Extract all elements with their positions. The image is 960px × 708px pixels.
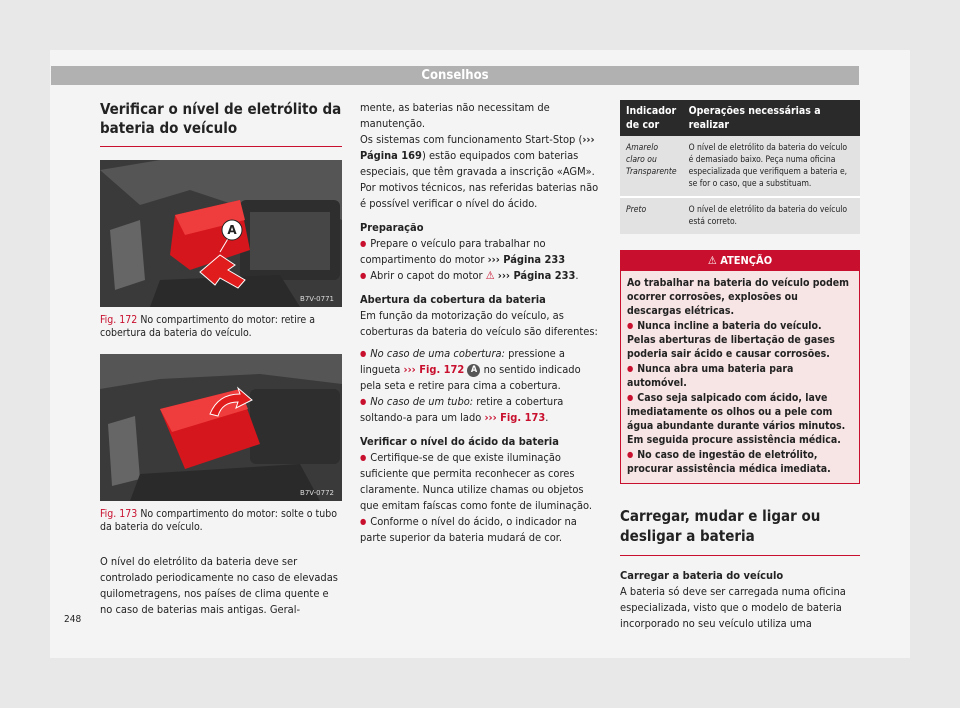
body-paragraph: mente, as baterias não necessitam de manutenção. (360, 101, 550, 130)
warning-item: ● No caso de ingestão de eletrólito, procurar assistência médica imediata. (627, 448, 853, 476)
table-header: Operações necessárias a realizar (683, 100, 860, 136)
right-column (620, 100, 860, 632)
table-cell: O nível de eletrólito da bateria do veículo está correto. (683, 197, 860, 234)
list-item: ● Abrir o capot do motor ⚠ ››› Página 233. (360, 268, 602, 284)
figure-173 (100, 354, 342, 501)
indicator-table (620, 100, 860, 234)
middle-column (360, 100, 602, 546)
warning-title: ⚠ ATENÇÃO (621, 251, 859, 271)
page-number: 248 (64, 614, 82, 625)
section-heading: Carregar, mudar e ligar ou desligar a bateria (620, 506, 860, 556)
section-charging (620, 506, 860, 632)
engine-battery-cover-illustration (100, 160, 342, 307)
callout-a-icon: A (467, 364, 480, 377)
chapter-header: Conselhos (51, 66, 859, 85)
subheading-preparation: Preparação (360, 221, 424, 234)
warning-item: ● Nunca incline a bateria do veículo. Pelas aberturas de libertação de gases poderia sair ácido e causar corrosões. (627, 319, 853, 361)
subheading-check: Verificar o nível do ácido da bateria (360, 435, 559, 448)
figure-caption-text: No compartimento do motor: solte o tubo da bateria do veículo. (100, 508, 338, 533)
table-cell: Amarelo claro ou Transparente (620, 136, 683, 197)
table-cell: Preto (620, 197, 683, 234)
callout-a: A (227, 223, 237, 237)
list-item: ● No caso de um tubo: retire a cobertura soltando-a para um lado ››› Fig. 173. (360, 394, 602, 426)
figure-172 (100, 160, 342, 307)
page-reference-link[interactable]: ››› Página 169 (360, 133, 595, 162)
table-header: Indicador de cor (620, 100, 683, 136)
list-item: ● No caso de uma cobertura: pressione a lingueta ››› Fig. 172 A no sentido indicado pela seta e retire para cima a cobertura. (360, 346, 602, 394)
table-row (620, 136, 860, 197)
list-item: ● Prepare o veículo para trabalhar no compartimento do motor ››› Página 233 (360, 236, 602, 268)
warning-item: ● Nunca abra uma bateria para automóvel. (627, 362, 853, 390)
left-column (100, 100, 342, 618)
page-reference-link[interactable]: ››› Página 233 (497, 269, 576, 282)
warning-item: ● Caso seja salpicado com ácido, lave imediatamente os olhos ou a pele com água abundante durante vários minutos. Em seguida procure assistência médica. (627, 391, 853, 447)
table-row (620, 197, 860, 234)
figure-code: B7V-0771 (300, 295, 334, 303)
page-reference-link[interactable]: ››› Página 233 (487, 253, 566, 266)
list-item: ● Certifique-se de que existe iluminação suficiente que permita reconhecer as cores claramente. Nunca utilize chamas ou objetos que emitam faíscas como fonte de iluminação. (360, 450, 602, 514)
subheading-opening: Abertura da cobertura da bateria (360, 293, 546, 306)
subheading-charging: Carregar a bateria do veículo (620, 569, 784, 582)
body-paragraph: O nível do eletrólito da bateria deve ser controlado periodicamente no caso de elevadas quilometragens, nos países de clima quente e no caso de baterias mais antigas. Geral- (100, 555, 338, 616)
warning-intro: Ao trabalhar na bateria do veículo podem ocorrer corrosões, explosões ou descargas elétricas. (627, 277, 850, 317)
table-cell: O nível de eletrólito da bateria do veículo é demasiado baixo. Peça numa oficina especializada que verifiquem a bateria e, se for o caso, que a substituam. (683, 136, 860, 197)
figure-caption-text: No compartimento do motor: retire a cobertura da bateria do veículo. (100, 314, 315, 339)
warning-triangle-icon: ⚠ (485, 269, 495, 282)
engine-battery-tube-illustration (100, 354, 342, 501)
figure-reference-link[interactable]: ››› Fig. 173 (484, 411, 546, 424)
figure-caption (100, 314, 342, 340)
body-paragraph: Em função da motorização do veículo, as coberturas da bateria do veículo são diferentes: (360, 309, 598, 338)
body-paragraph: A bateria só deve ser carregada numa oficina especializada, visto que o modelo de bateria incorporado no seu veículo utiliza uma (620, 585, 846, 630)
body-paragraph: Os sistemas com funcionamento Start-Stop (››› Página 169) estão equipados com baterias especiais, que têm gravada a inscrição «AGM». Por motivos técnicos, nas referidas baterias não é possível verificar o nível do ácido. (360, 133, 599, 210)
warning-triangle-icon: ⚠ (707, 254, 717, 267)
warning-box (620, 250, 860, 484)
figure-code: B7V-0772 (300, 489, 334, 497)
list-item: ● Conforme o nível do ácido, o indicador na parte superior da bateria mudará de cor. (360, 514, 602, 546)
warning-body (621, 271, 859, 483)
section-heading: Verificar o nível de eletrólito da bateria do veículo (100, 100, 342, 147)
figure-number: Fig. 173 (100, 508, 138, 520)
figure-number: Fig. 172 (100, 314, 138, 326)
figure-caption (100, 508, 342, 534)
figure-reference-link[interactable]: ››› Fig. 172 (403, 363, 465, 376)
